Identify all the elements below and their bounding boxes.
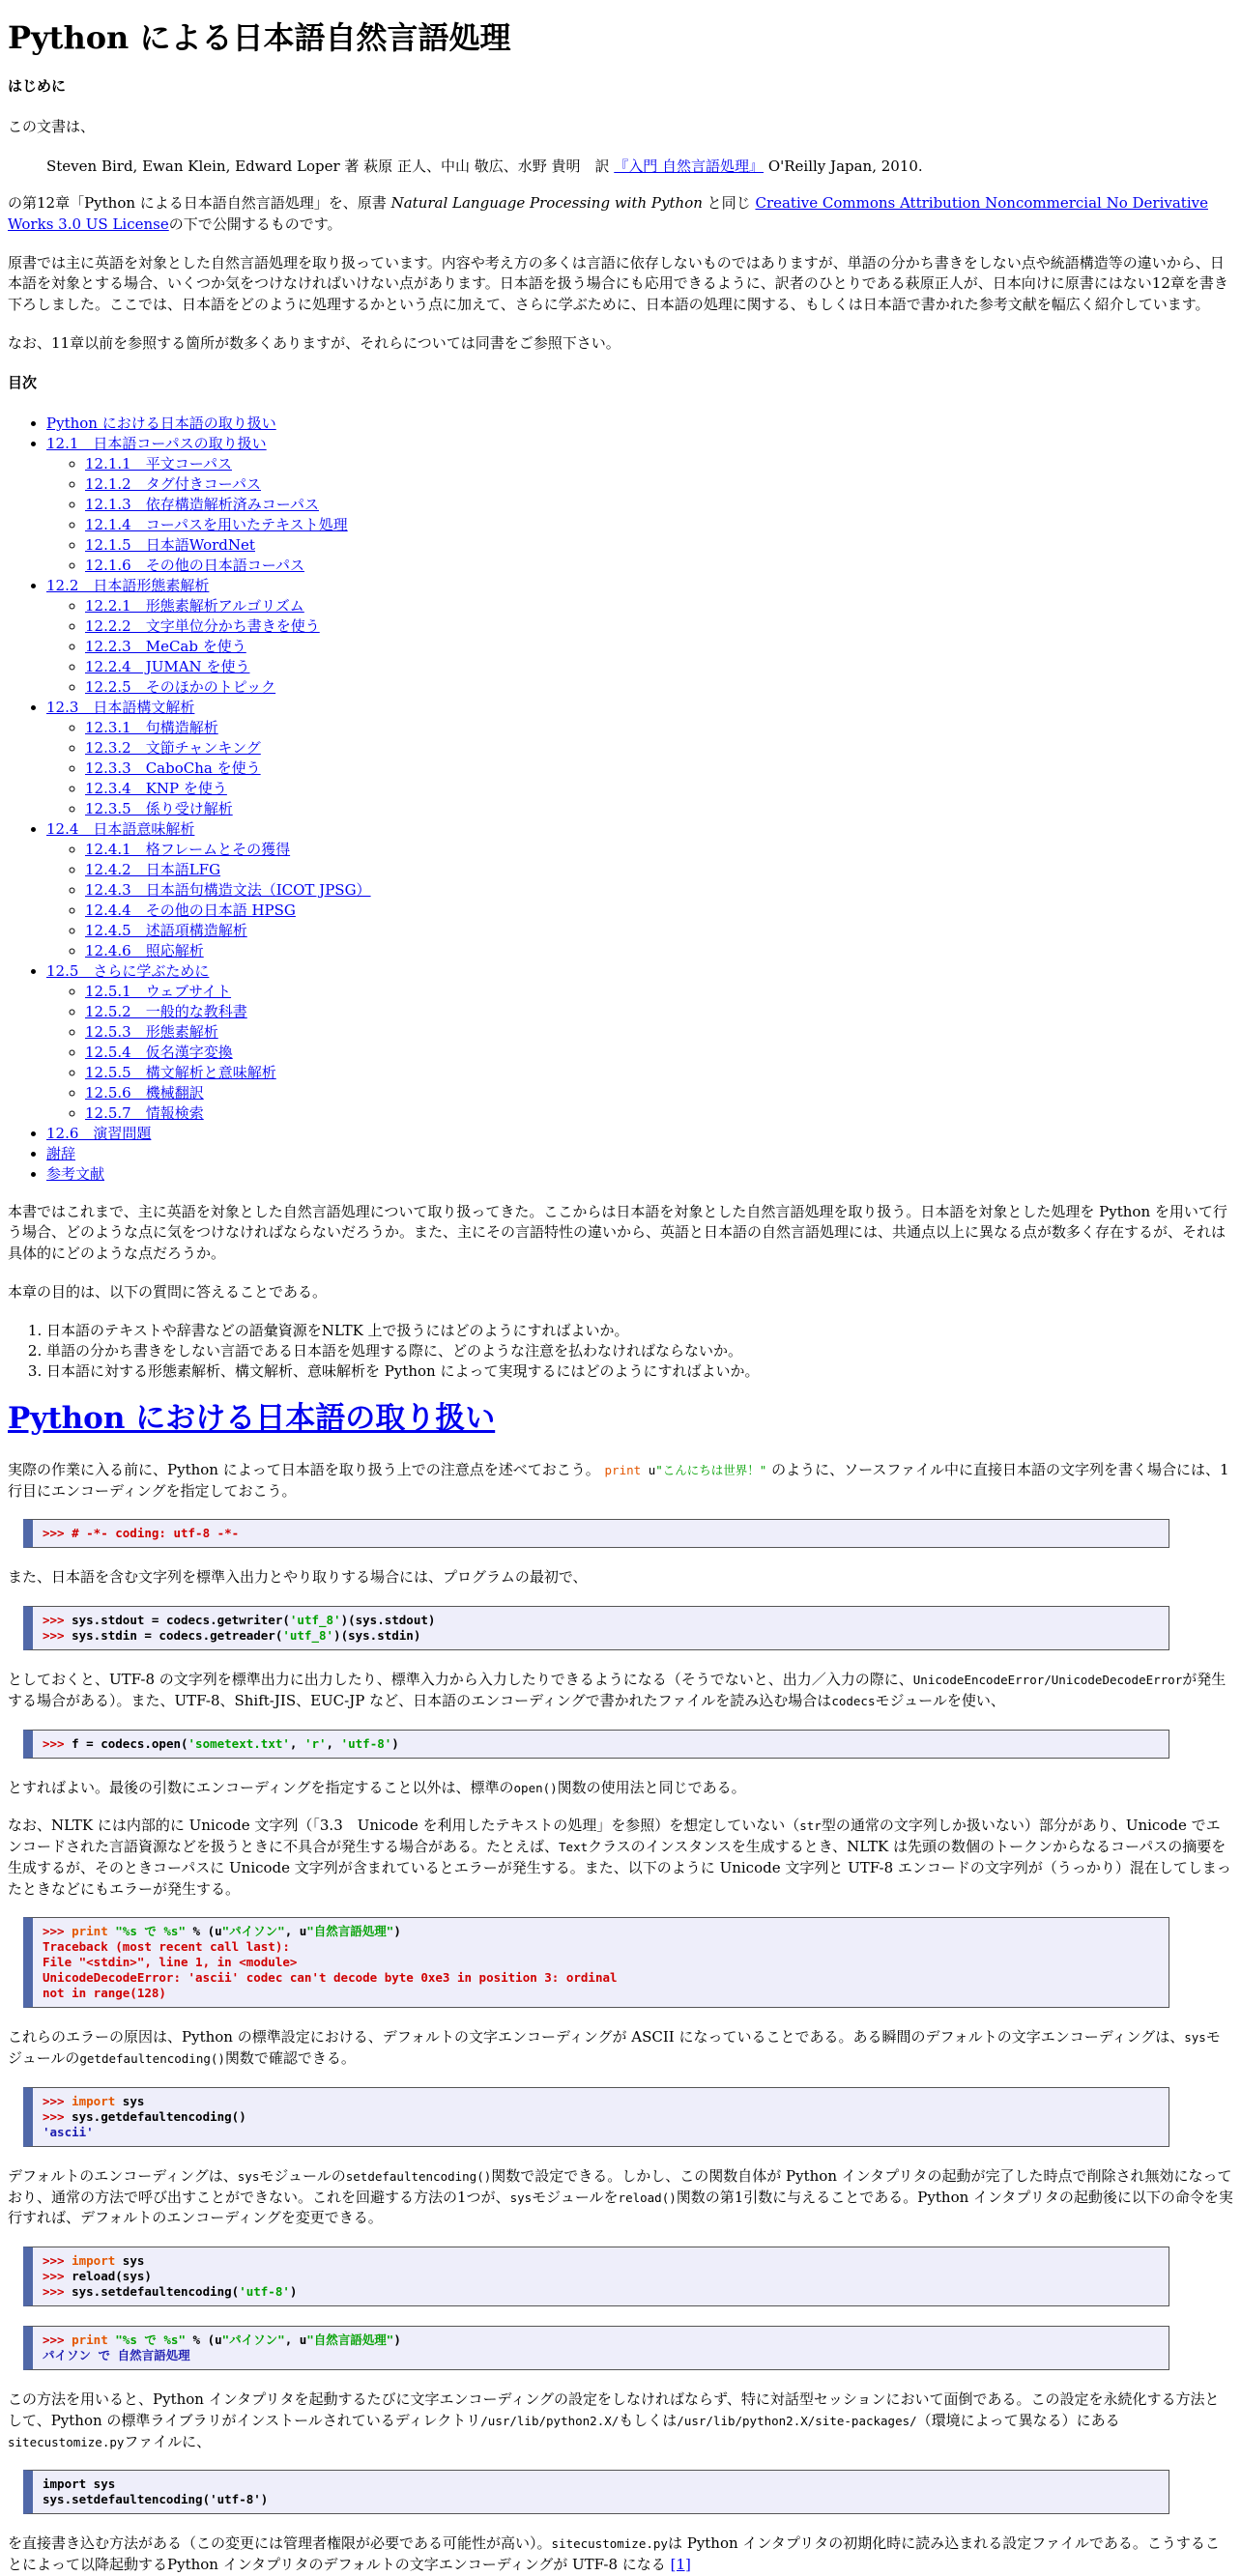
toc-subitem xyxy=(85,556,1233,576)
toc-subitem xyxy=(85,1043,1233,1063)
section-paragraph-6: これらのエラーの原因は、Python の標準設定における、デフォルトの文字エンコーディングが ASCII になっていることである。ある瞬間のデフォルトの文字エンコーディングは、sysモジュールのgetdefaultencoding()関数で確認できる。 xyxy=(8,2028,1221,2068)
chapter-intro: 本書ではこれまで、主に英語を対象とした自然言語処理について取り扱ってきた。ここからは日本語を対象とした自然言語処理を取り扱う。日本語を対象とした処理を Python を用いて行う場合、どのような点に気をつけなければならないだろうか。また、主にその言語特性の違いから、英語と日本語の自然言語処理には、共通点以上に異なる点が数多く存在するが、それは具体的にどのような点だろうか。 xyxy=(8,1202,1227,1263)
toc-sublink[interactable]: 12.4.1 格フレームとその獲得 xyxy=(85,840,291,858)
toc-sublist xyxy=(46,982,1233,1124)
toc-sublink[interactable]: 12.1.4 コーパスを用いたテキスト処理 xyxy=(85,515,348,533)
toc-sublist xyxy=(46,718,1233,819)
toc-item xyxy=(46,1164,1233,1185)
list-item: 2. 単語の分かち書きをしない言語である日本語を処理する際に、どのような注意を払わなければならないか。 xyxy=(46,1341,1233,1361)
section-paragraph-1: 実際の作業に入る前に、Python によって日本語を取り扱う上での注意点を述べておこう。 print u"こんにちは世界！" のように、ソースファイル中に直接日本語の文字列を書く場合には、1行目にエンコーディングを指定しておこう。 xyxy=(8,1460,1229,1500)
toc-sublink[interactable]: 12.2.2 文字単位分かち書きを使う xyxy=(85,616,320,635)
toc-sublink[interactable]: 12.4.5 述語項構造解析 xyxy=(85,921,247,939)
toc-link[interactable]: 謝辞 xyxy=(46,1144,76,1162)
toc-sublink[interactable]: 12.4.4 その他の日本語 HPSG xyxy=(85,901,296,919)
toc-subitem xyxy=(85,799,1233,819)
section-paragraph-8: この方法を用いると、Python インタプリタを起動するたびに文字エンコーディングの設定をしなければならず、特に対話型セッションにおいて面倒である。この設定を永続化する方法として、Python の標準ライブラリがインストールされているディレクトリ/usr/lib/python2.X/もしくは/usr/lib/python2.X/site-packages/（環境によって異なる）にあるsitecustomize.pyファイルに、 xyxy=(8,2390,1220,2450)
toc-subitem xyxy=(85,1022,1233,1043)
toc-sublink[interactable]: 12.3.3 CaboCha を使う xyxy=(85,758,261,777)
toc-sublist xyxy=(46,840,1233,961)
toc-heading: 目次 xyxy=(8,373,38,391)
toc-subitem xyxy=(85,840,1233,860)
toc-subitem xyxy=(85,1083,1233,1103)
toc-subitem xyxy=(85,454,1233,474)
toc-sublink[interactable]: 12.1.2 タグ付きコーパス xyxy=(85,474,261,493)
chapter-goal: 本章の目的は、以下の質問に答えることである。 xyxy=(8,1282,328,1301)
section-heading xyxy=(8,1401,1233,1437)
toc-link[interactable]: 12.4 日本語意味解析 xyxy=(46,819,195,838)
toc-subitem xyxy=(85,718,1233,738)
toc-sublink[interactable]: 12.3.1 句構造解析 xyxy=(85,718,218,736)
toc-sublink[interactable]: 12.3.5 係り受け解析 xyxy=(85,799,233,817)
section-heading-link[interactable]: Python における日本語の取り扱い xyxy=(8,1400,496,1436)
toc-subitem xyxy=(85,515,1233,535)
question-list xyxy=(8,1321,1233,1382)
page-title: Python による日本語自然言語処理 xyxy=(8,19,511,56)
toc-subitem xyxy=(85,474,1233,495)
book-link[interactable]: 『入門 自然言語処理』 xyxy=(614,157,765,176)
intro-paragraph-2: 原書では主に英語を対象とした自然言語処理を取り扱っています。内容や考え方の多くは言語に依存しないものではありますが、単語の分かち書きをしない点や統語構造等の違いから、日本語を対象とする場合、いくつか気をつけなければいけない点があります。日本語を扱う場合にも応用できるように、訳者のひとりである萩原正人が、日本向けに原書にはない12章を書き下ろしました。ここでは、日本語をどのように処理するかという点に加えて、さらに学ぶために、日本語の処理に関する、もしくは日本語で書かれた参考文献を幅広く紹介しています。 xyxy=(8,253,1228,314)
toc-link[interactable]: Python における日本語の取り扱い xyxy=(46,414,276,432)
intro-paragraph-3: なお、11章以前を参照する箇所が数多くありますが、それらについては同書をご参照下さい。 xyxy=(8,333,620,352)
toc-subitem xyxy=(85,596,1233,616)
toc-link[interactable]: 12.5 さらに学ぶために xyxy=(46,961,210,980)
section-paragraph-3: としておくと、UTF-8 の文字列を標準出力に出力したり、標準入力から入力したりできるようになる（そうでないと、出力／入力の際に、UnicodeEncodeError/UnicodeDecodeErrorが発生する場合がある）。また、UTF-8、Shift-JIS、EUC-JP など、日本語のエンコーディングで書かれたファイルを読み込む場合はcodecsモジュールを使い、 xyxy=(8,1671,1227,1709)
section-paragraph-5: なお、NLTK には内部的に Unicode 文字列（「3.3 Unicode を利用したテキストの処理」を参照）を想定していない（str型の通常の文字列しか扱いない）部分があり、Unicode でエンコードされた言語資源などを扱うときに不具合が発生する場合がある。たとえば、Textクラスのインスタンスを生成するとき、NLTK は先頭の数個のトークンからなるコーパスの摘要を生成するが、そのときコーパスに Unicode 文字列が含まれているとエラーが発生する。また、以下のように Unicode 文字列と UTF-8 エンコードの文字列が（うっかり）混在してしまったときなどにもエラーが発生する。 xyxy=(8,1817,1231,1898)
toc-sublink[interactable]: 12.2.4 JUMAN を使う xyxy=(85,657,250,675)
toc-sublink[interactable]: 12.5.7 情報検索 xyxy=(85,1103,204,1122)
license-link[interactable]: Creative Commons Attribution Noncommercial No Derivative Works 3.0 US License xyxy=(8,194,1208,233)
code-block-open: >>> f = codecs.open('sometext.txt', 'r', 'utf-8') xyxy=(23,1730,1169,1759)
code-block-print-ok: >>> print "%s で %s" % (u"パイソン", u"自然言語処理") パイソン で 自然言語処理 xyxy=(23,2326,1169,2370)
section-paragraph-9: を直接書き込む方法がある（この変更には管理者権限が必要である可能性が高い）。sitecustomize.pyは Python インタプリタの初期化時に読み込まれる設定ファイルである。こうすることによって以降起動するPython インタプリタのデフォルトの文字エンコーディングが UTF-8 になる [1] xyxy=(8,2534,1220,2574)
toc-sublist xyxy=(46,596,1233,698)
toc-item xyxy=(46,1124,1233,1144)
toc-subitem xyxy=(85,616,1233,637)
toc-sublist xyxy=(46,454,1233,576)
toc-item xyxy=(46,414,1233,434)
list-item: 1. 日本語のテキストや辞書などの語彙資源をNLTK 上で扱うにはどのようにすればよいか。 xyxy=(46,1321,1233,1341)
table-of-contents xyxy=(8,414,1233,1185)
toc-subitem xyxy=(85,941,1233,961)
toc-subitem xyxy=(85,1002,1233,1022)
code-block-setdefault: >>> import sys >>> reload(sys) >>> sys.setdefaultencoding('utf-8') xyxy=(23,2247,1169,2306)
toc-sublink[interactable]: 12.3.2 文節チャンキング xyxy=(85,738,261,757)
intro-lead: この文書は、 xyxy=(8,118,96,136)
section-paragraph-2: また、日本語を含む文字列を標準入出力とやり取りする場合には、プログラムの最初で、 xyxy=(8,1568,588,1587)
toc-subitem xyxy=(85,495,1233,515)
toc-subitem xyxy=(85,657,1233,677)
toc-subitem xyxy=(85,738,1233,758)
toc-item xyxy=(46,1144,1233,1164)
toc-link[interactable]: 12.3 日本語構文解析 xyxy=(46,698,195,716)
toc-sublink[interactable]: 12.5.6 機械翻訳 xyxy=(85,1083,204,1102)
toc-sublink[interactable]: 12.1.1 平文コーパス xyxy=(85,454,232,472)
toc-sublink[interactable]: 12.4.3 日本語句構造文法（ICOT JPSG） xyxy=(85,880,371,899)
toc-item xyxy=(46,576,1233,698)
toc-subitem xyxy=(85,779,1233,799)
toc-subitem xyxy=(85,880,1233,901)
toc-sublink[interactable]: 12.3.4 KNP を使う xyxy=(85,779,227,797)
section-paragraph-7: デフォルトのエンコーディングは、sysモジュールのsetdefaultencoding()関数で設定できる。しかし、この関数自体が Python インタプリタの起動が完了した時点で削除され無効になっており、通常の方法で呼び出すことができない。これを回避する方法の1つが、sysモジュールをreload()関数の第1引数に与えることである。Python インタプリタの起動後に以下の命令を実行すれば、デフォルトのエンコーディングを変更できる。 xyxy=(8,2166,1233,2227)
toc-subitem xyxy=(85,982,1233,1002)
toc-subitem xyxy=(85,860,1233,880)
toc-subitem xyxy=(85,921,1233,941)
toc-sublink[interactable]: 12.2.5 そのほかのトピック xyxy=(85,677,276,696)
toc-sublink[interactable]: 12.2.1 形態素解析アルゴリズム xyxy=(85,596,304,615)
toc-sublink[interactable]: 12.5.3 形態素解析 xyxy=(85,1022,218,1041)
toc-link[interactable]: 12.1 日本語コーパスの取り扱い xyxy=(46,434,267,452)
toc-subitem xyxy=(85,758,1233,779)
toc-sublink[interactable]: 12.4.6 照応解析 xyxy=(85,941,204,959)
toc-item xyxy=(46,819,1233,961)
toc-sublink[interactable]: 12.2.3 MeCab を使う xyxy=(85,637,246,655)
toc-item xyxy=(46,961,1233,1124)
toc-subitem xyxy=(85,1063,1233,1083)
section-paragraph-4: とすればよい。最後の引数にエンコーディングを指定すること以外は、標準のopen()関数の使用法と同じである。 xyxy=(8,1778,746,1796)
toc-subitem xyxy=(85,535,1233,556)
toc-sublink[interactable]: 12.5.2 一般的な教科書 xyxy=(85,1002,247,1020)
code-block-encoding: >>> # -*- coding: utf-8 -*- xyxy=(23,1519,1169,1548)
toc-sublink[interactable]: 12.1.3 依存構造解析済みコーパス xyxy=(85,495,319,513)
toc-sublink[interactable]: 12.5.5 構文解析と意味解析 xyxy=(85,1063,276,1081)
intro-license-paragraph: の第12章「Python による日本語自然言語処理」を、原書 Natural Language Processing with Python と同じ Creative Commons Attribution Noncommercial No Derivative Works 3.0 US Licenseの下で公開するものです。 xyxy=(8,194,1208,233)
code-block-error: >>> print "%s で %s" % (u"パイソン", u"自然言語処理") Traceback (most recent call last): File "<stdin>", line 1, in <module> UnicodeDecodeError: 'ascii' codec can't decode byte 0xe3 in position 3: ordinal not in range(128) xyxy=(23,1917,1169,2008)
toc-subitem xyxy=(85,677,1233,698)
toc-link[interactable]: 12.2 日本語形態素解析 xyxy=(46,576,210,594)
code-block-sitecustomize: import sys sys.setdefaultencoding('utf-8') xyxy=(23,2470,1169,2514)
toc-subitem xyxy=(85,901,1233,921)
code-block-stdio: >>> sys.stdout = codecs.getwriter('utf_8')(sys.stdout) >>> sys.stdin = codecs.getreader('utf_8')(sys.stdin) xyxy=(23,1606,1169,1650)
toc-link[interactable]: 参考文献 xyxy=(46,1164,105,1183)
toc-subitem xyxy=(85,637,1233,657)
footnote-link[interactable]: [1] xyxy=(670,2556,691,2574)
toc-item xyxy=(46,434,1233,576)
toc-sublink[interactable]: 12.5.4 仮名漢字変換 xyxy=(85,1043,233,1061)
toc-link[interactable]: 12.6 演習問題 xyxy=(46,1124,152,1142)
toc-sublink[interactable]: 12.1.5 日本語WordNet xyxy=(85,535,255,554)
code-block-getdefault: >>> import sys >>> sys.getdefaultencoding() 'ascii' xyxy=(23,2087,1169,2147)
toc-subitem xyxy=(85,1103,1233,1124)
list-item: 3. 日本語に対する形態素解析、構文解析、意味解析を Python によって実現するにはどのようにすればよいか。 xyxy=(46,1361,1233,1382)
intro-heading: はじめに xyxy=(8,77,67,96)
toc-item xyxy=(46,698,1233,819)
toc-sublink[interactable]: 12.1.6 その他の日本語コーパス xyxy=(85,556,304,574)
toc-sublink[interactable]: 12.5.1 ウェブサイト xyxy=(85,982,232,1000)
toc-sublink[interactable]: 12.4.2 日本語LFG xyxy=(85,860,221,878)
citation: Steven Bird, Ewan Klein, Edward Loper 著 萩原 正人、中山 敬広、水野 貴明 訳 『入門 自然言語処理』 O'Reilly Japan, 2010. xyxy=(46,157,923,176)
